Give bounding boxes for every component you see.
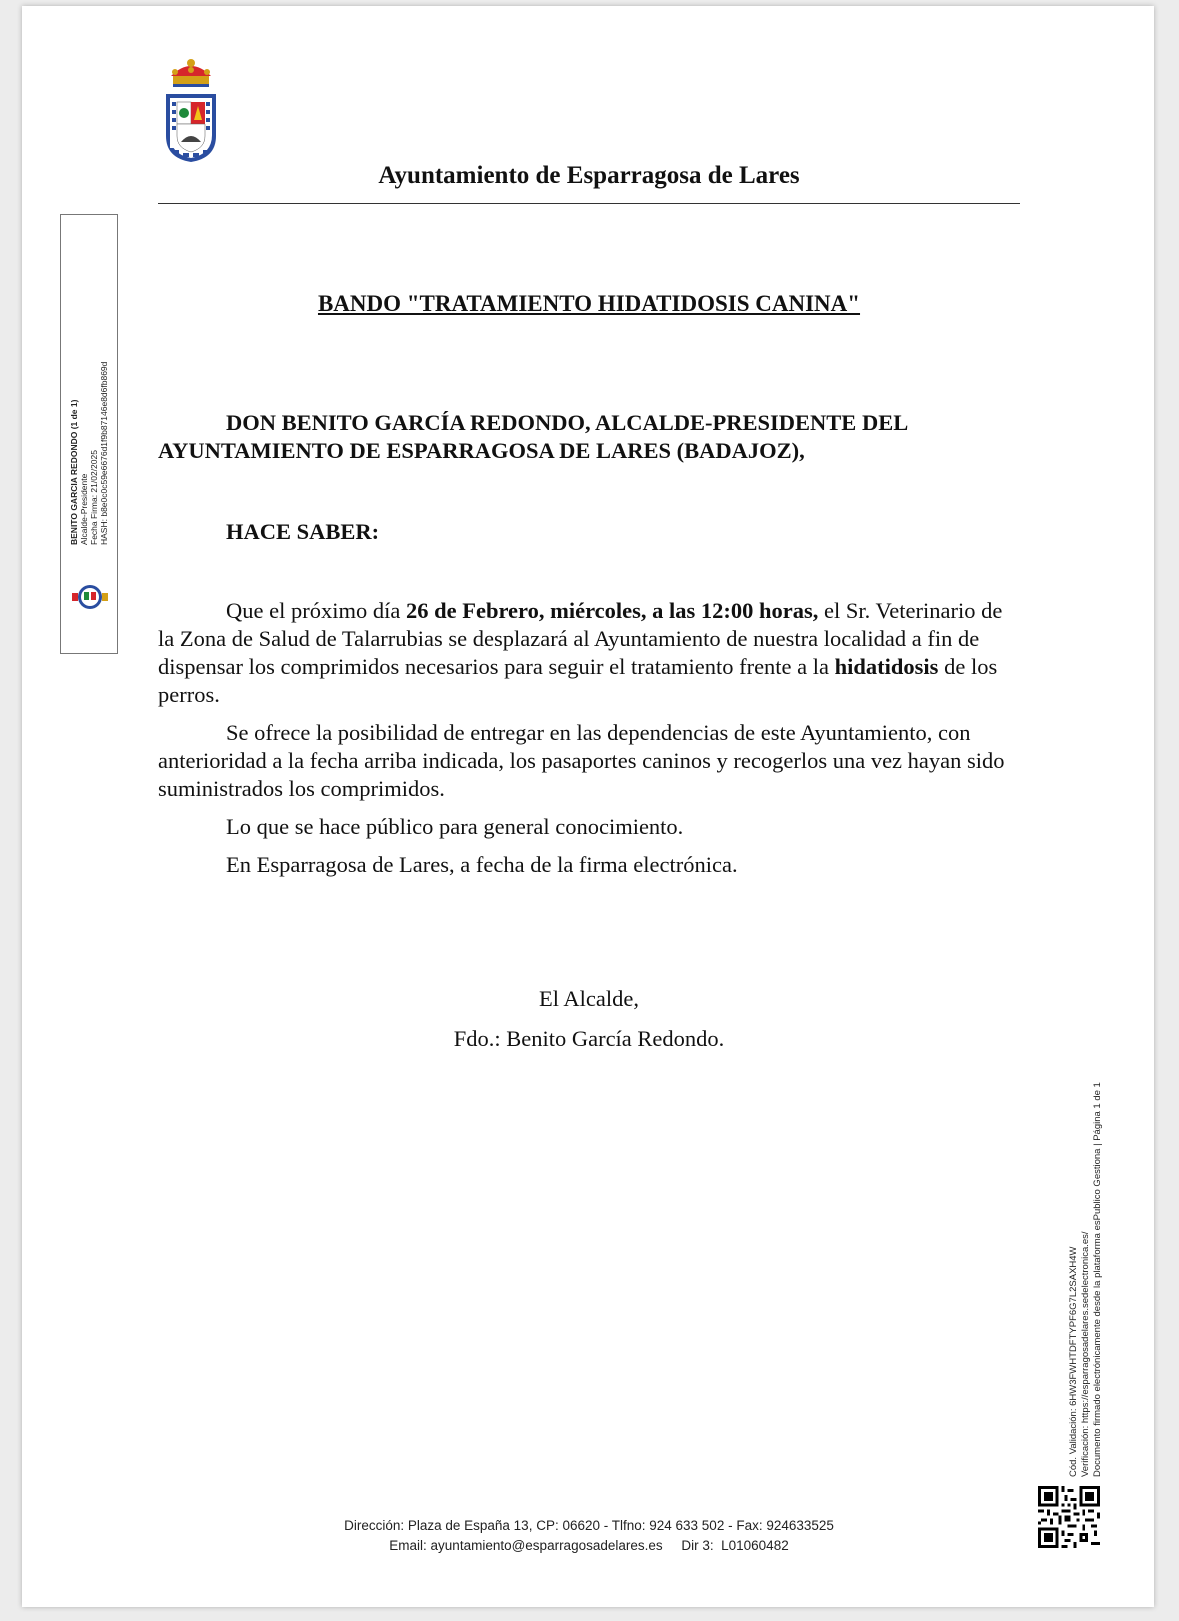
organization-title: Ayuntamiento de Esparragosa de Lares — [378, 162, 800, 189]
validation-url: Verificación: https://esparragosadelares.sedelectronica.es/ — [1080, 1231, 1091, 1477]
stamp-signer: BENITO GARCIA REDONDO (1 de 1) — [69, 399, 79, 545]
p1-text-e: de los perros. — [158, 654, 998, 707]
addressee — [158, 409, 1020, 465]
paragraph-4: En Esparragosa de Lares, a fecha de la firma electrónica. — [226, 852, 738, 877]
hace-saber-heading: HACE SABER: — [226, 519, 380, 544]
p1-date-highlight: 26 de Febrero, miércoles, a las 12:00 horas, — [405, 598, 819, 623]
paragraph-2: Se ofrece la posibilidad de entregar en las dependencias de este Ayuntamiento, con anterioridad a la fecha arriba indicada, los pasaportes caninos y recogerlos una vez hayan sido suministrados los comprimidos. — [158, 720, 1005, 801]
stamp-role: Alcalde-Presidente — [79, 473, 89, 545]
addressee-line-2: AYUNTAMIENTO DE ESPARRAGOSA DE LARES (BADAJOZ), — [158, 438, 805, 463]
header-divider — [158, 203, 1020, 204]
p1-hidatidosis: hidatidosis — [834, 654, 939, 679]
document-title: BANDO "TRATAMIENTO HIDATIDOSIS CANINA" — [317, 291, 861, 316]
validation-code: Cód. Validación: 6HW3FWHTDFTYPF6G7L2SAXH4W — [1068, 1246, 1079, 1477]
qr-code-icon[interactable] — [1038, 1486, 1100, 1548]
signature-title: El Alcalde, — [539, 986, 639, 1011]
signature-block — [158, 979, 1020, 1059]
footer-address: Dirección: Plaza de España 13, CP: 06620 - Tlfno: 924 633 502 - Fax: 924633525 — [344, 1518, 834, 1533]
p1-text-c: el Sr. Veterinario de la Zona de Salud de Talarrubias se desplazará al Ayuntamiento de nuestra localidad a fin de dispensar los comprimidos necesarios para seguir el tratamiento frente a la — [158, 598, 1003, 679]
stamp-coat-of-arms-icon — [69, 583, 111, 611]
footer — [158, 1516, 1020, 1556]
p1-text-a: Que el próximo día — [226, 598, 406, 623]
body-paragraphs — [158, 597, 1020, 879]
footer-contact: Email: ayuntamiento@esparragosadelares.es Dir 3: L01060482 — [389, 1538, 789, 1553]
validation-platform: Documento firmado electrónicamente desde la plataforma esPublico Gestiona | Página 1 de 1 — [1092, 1082, 1103, 1477]
stamp-date: Fecha Firma: 21/02/2025 — [89, 450, 99, 545]
coat-of-arms-icon — [163, 58, 219, 164]
paragraph-3: Lo que se hace público para general conocimiento. — [226, 814, 684, 839]
signature-name: Fdo.: Benito García Redondo. — [453, 1026, 725, 1051]
addressee-line-1: DON BENITO GARCÍA REDONDO, ALCALDE-PRESIDENTE DEL — [226, 410, 909, 435]
signature-stamp — [60, 214, 118, 654]
stamp-hash: HASH: b8e0c0c59e6676d1f9b87146e8d6fb869d — [99, 361, 109, 545]
paragraph-1 — [158, 597, 1020, 709]
